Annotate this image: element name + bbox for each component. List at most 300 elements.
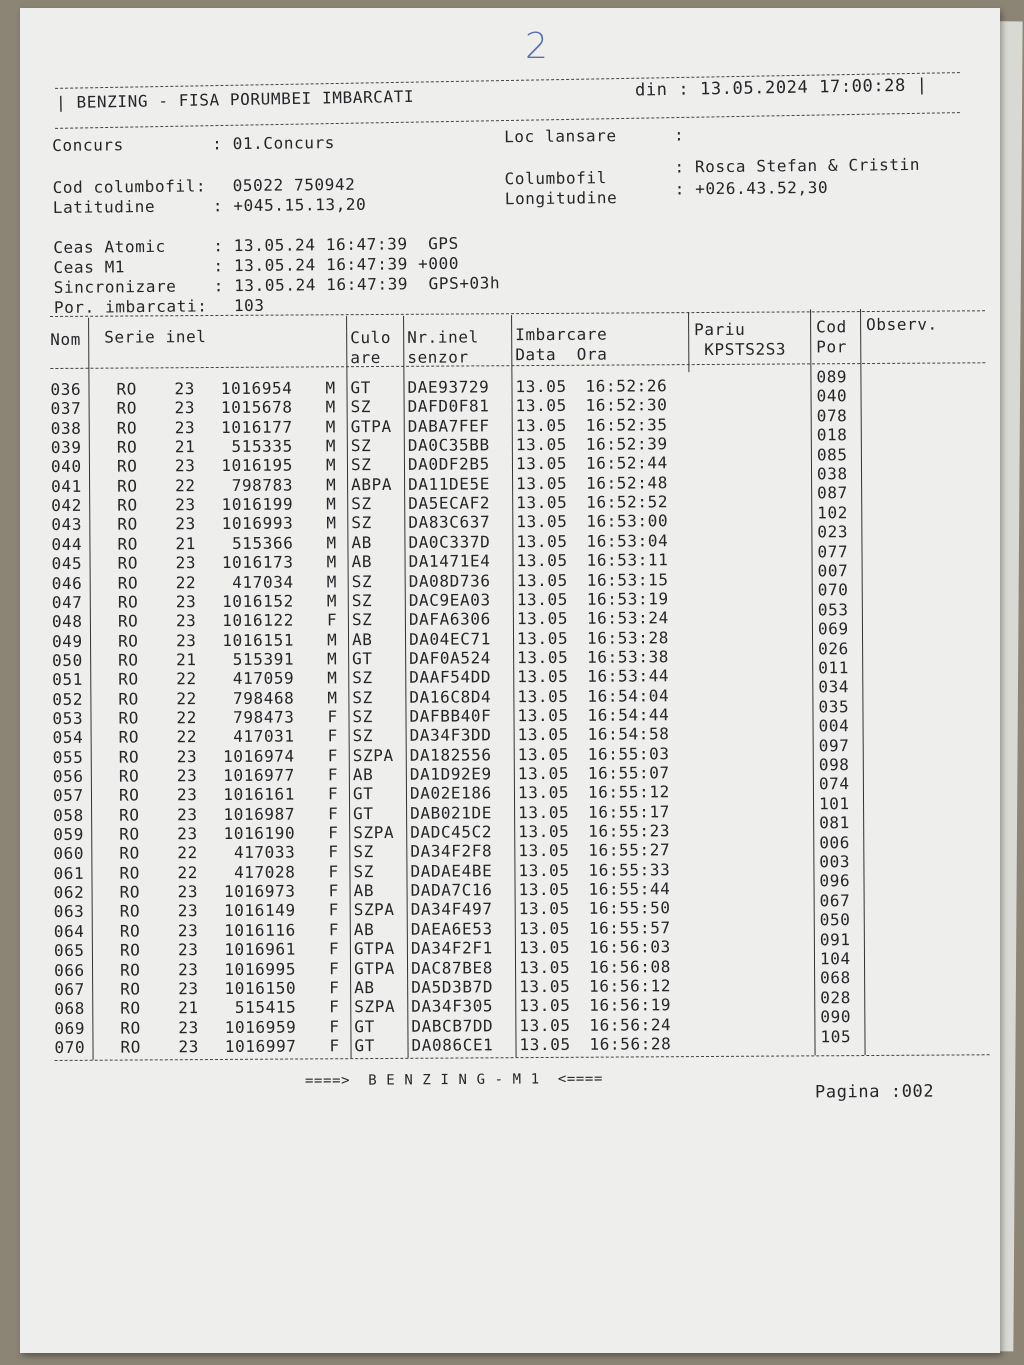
cell-tara: RO (117, 476, 138, 496)
sincronizare-value: : 13.05.24 16:47:39 GPS+03h (213, 273, 501, 296)
cell-nr: 1016977 (223, 765, 295, 785)
cell-sex: F (326, 610, 338, 630)
cell-cod: 091 (819, 929, 851, 949)
cell-cod: 028 (820, 987, 851, 1008)
cell-senzor: DA34F2F8 (410, 841, 493, 862)
cell-data: 13.05 (516, 550, 568, 571)
cell-senzor: DA0C337D (408, 532, 491, 552)
cell-cod: 040 (816, 386, 848, 406)
table-top-rule (50, 310, 985, 317)
cell-tara: RO (117, 534, 138, 554)
cell-an: 21 (178, 998, 199, 1018)
cell-nr: 1015678 (220, 397, 293, 418)
cell-an: 23 (177, 804, 198, 824)
cell-nr: 1016116 (224, 920, 296, 940)
cell-tara: RO (118, 747, 140, 767)
porumbei-imbarcati-value: 103 (233, 295, 265, 316)
cell-tara: RO (118, 689, 139, 709)
cell-nr: 1016973 (223, 881, 296, 902)
cell-cod: 069 (817, 619, 849, 639)
cell-data: 13.05 (517, 763, 570, 784)
cell-tara: RO (117, 553, 139, 573)
cell-nom: 038 (50, 418, 82, 438)
cell-ora: 16:53:04 (586, 531, 669, 551)
cell-cod: 050 (819, 910, 851, 930)
cell-data: 13.05 (519, 1034, 571, 1055)
ceas-atomic-value: : 13.05.24 16:47:39 GPS (213, 233, 459, 256)
loc-lansare-value: : (674, 125, 685, 145)
cell-culoare: SZ (352, 706, 374, 727)
col-nr-inel-1: Nr.inel (407, 327, 479, 347)
cell-nr: 1016161 (223, 784, 296, 805)
cell-tara: RO (117, 611, 139, 631)
cell-culoare: AB (351, 532, 372, 552)
cell-nom: 045 (51, 553, 83, 574)
cell-ora: 16:54:58 (587, 724, 670, 745)
cod-columbofil-value: 05022 750942 (232, 174, 356, 196)
cell-senzor: DAFD0F81 (407, 396, 490, 417)
cell-nom: 046 (51, 573, 83, 593)
cell-senzor: DA11DE5E (408, 474, 491, 494)
cell-ora: 16:55:17 (588, 801, 671, 822)
cell-nr: 515366 (231, 533, 294, 553)
cell-tara: RO (119, 901, 141, 922)
cell-an: 23 (174, 398, 196, 418)
cell-sex: M (327, 687, 338, 707)
cell-culoare: SZ (351, 610, 373, 630)
cell-senzor: DAC9EA03 (408, 590, 491, 610)
cell-ora: 16:55:07 (587, 763, 670, 783)
cell-data: 13.05 (517, 647, 569, 668)
cell-an: 23 (175, 514, 196, 534)
cell-an: 23 (177, 940, 199, 960)
col-nom: Nom (50, 329, 81, 349)
columbofil-label: Columbofil (504, 168, 607, 189)
cell-senzor: DABA7FEF (407, 416, 490, 436)
cell-an: 23 (175, 630, 197, 650)
cell-data: 13.05 (516, 609, 569, 629)
cell-senzor: DA1D92E9 (409, 764, 492, 784)
cell-nr: 417028 (233, 862, 296, 882)
cell-data: 13.05 (516, 473, 568, 493)
table-body (50, 367, 985, 1057)
cell-senzor: DA182556 (409, 744, 492, 765)
cell-data: 13.05 (516, 512, 568, 532)
cell-ora: 16:53:19 (586, 589, 669, 609)
cell-tara: RO (117, 572, 139, 593)
cell-tara: RO (119, 882, 141, 902)
cell-senzor: DAC87BE8 (410, 957, 493, 978)
cell-an: 22 (176, 708, 198, 728)
cell-tara: RO (119, 959, 141, 980)
cell-data: 13.05 (518, 879, 570, 900)
cell-nr: 1016974 (223, 746, 295, 766)
cell-ora: 16:55:50 (588, 898, 671, 919)
cell-nom: 041 (51, 476, 82, 496)
cell-ora: 16:55:27 (588, 840, 671, 861)
cell-sex: F (327, 765, 339, 785)
cell-tara: RO (120, 1018, 141, 1038)
cell-senzor: DA08D736 (408, 570, 491, 591)
cell-data: 13.05 (517, 725, 569, 745)
cell-an: 22 (177, 862, 198, 882)
cell-nr: 1016959 (224, 1017, 297, 1037)
cell-sex: F (328, 900, 339, 920)
col-cod-por-1: Cod (816, 317, 847, 337)
longitudine-label: Longitudine (504, 188, 618, 209)
cell-an: 22 (175, 572, 197, 592)
cell-culoare: SZ (353, 861, 374, 881)
cell-ora: 16:52:39 (585, 434, 668, 454)
cell-cod: 105 (820, 1026, 852, 1046)
cell-sex: M (325, 455, 337, 475)
cell-culoare: GT (353, 803, 374, 823)
cell-senzor: DA0DF2B5 (407, 454, 490, 475)
cell-tara: RO (119, 824, 140, 844)
cell-senzor: DAEA6E53 (410, 919, 493, 939)
cell-an: 23 (175, 591, 197, 612)
cell-nr: 1016993 (221, 513, 294, 534)
cell-an: 23 (175, 553, 197, 573)
cell-tara: RO (118, 650, 139, 670)
cell-ora: 16:56:12 (589, 976, 672, 996)
cell-data: 13.05 (516, 628, 569, 648)
cell-an: 23 (175, 495, 196, 515)
cell-data: 13.05 (518, 957, 571, 977)
cell-sex: M (325, 378, 336, 398)
cell-an: 23 (178, 978, 199, 999)
cell-sex: F (329, 997, 340, 1017)
cell-data: 13.05 (519, 996, 571, 1016)
cell-nom: 066 (53, 960, 85, 980)
cell-an: 23 (177, 959, 199, 979)
cell-cod: 070 (817, 580, 849, 600)
cell-nr: 1016195 (221, 455, 294, 476)
cell-cod: 090 (820, 1007, 852, 1027)
cell-nom: 060 (53, 844, 85, 864)
cell-ora: 16:56:19 (589, 995, 672, 1015)
cell-ora: 16:53:00 (586, 511, 669, 532)
report-title: | BENZING - FISA PORUMBEI IMBARCATI (55, 86, 415, 113)
cell-sex: M (325, 436, 337, 456)
cell-nr: 1016150 (224, 978, 297, 998)
cell-cod: 004 (818, 716, 850, 736)
col-observatii: Observ. (866, 314, 938, 335)
cell-tara: RO (120, 998, 141, 1018)
divider-imbarcare (688, 312, 689, 372)
cell-data: 13.05 (515, 454, 568, 474)
cell-nom: 037 (50, 399, 82, 419)
cell-an: 23 (176, 746, 198, 766)
cell-cod: 018 (816, 425, 848, 445)
cell-sex: F (328, 939, 340, 959)
cell-nr: 798473 (233, 707, 295, 727)
cell-senzor: DA5D3B7D (411, 977, 494, 997)
cell-culoare: SZ (351, 590, 373, 611)
sincronizare-label: Sincronizare (53, 276, 177, 297)
cell-cod: 035 (818, 696, 850, 717)
cell-nom: 061 (53, 863, 85, 883)
cell-tara: RO (118, 785, 140, 805)
cell-nr: 515335 (231, 436, 293, 456)
cell-senzor: DAFBB40F (409, 706, 492, 726)
cell-culoare: AB (351, 552, 373, 572)
cell-nom: 044 (51, 534, 83, 554)
cell-senzor: DAE93729 (407, 377, 490, 397)
cell-senzor: DADA7C16 (410, 880, 493, 900)
cell-nom: 067 (54, 979, 85, 999)
cell-senzor: DA1471E4 (408, 551, 491, 571)
cell-tara: RO (118, 669, 139, 689)
document-page (20, 8, 1000, 1353)
cell-sex: F (327, 784, 339, 804)
cell-cod: 097 (818, 735, 850, 755)
cell-senzor: DAAF54DD (409, 667, 492, 688)
cell-ora: 16:53:15 (586, 569, 669, 590)
cell-ora: 16:55:23 (588, 821, 671, 841)
cell-nr: 417059 (232, 668, 295, 689)
cell-nr: 798468 (232, 688, 295, 708)
cell-culoare: SZ (350, 397, 372, 417)
cell-an: 23 (177, 920, 199, 941)
cell-cod: 087 (817, 483, 848, 503)
concurs-label: Concurs (52, 135, 124, 155)
cell-ora: 16:53:44 (587, 666, 670, 686)
cell-nr: 1016177 (221, 417, 293, 437)
col-culoare-1: Culo (350, 327, 392, 348)
cell-ora: 16:56:24 (589, 1014, 672, 1035)
cell-senzor: DA086CE1 (411, 1035, 494, 1055)
cell-sex: F (328, 803, 339, 823)
cell-nr: 1016152 (222, 591, 294, 611)
cell-data: 13.05 (518, 821, 570, 842)
cell-cod: 096 (819, 871, 851, 891)
latitudine-value: : +045.15.13,20 (212, 194, 367, 216)
cell-culoare: SZ (353, 842, 374, 862)
cell-culoare: AB (351, 629, 373, 649)
cell-nom: 047 (51, 592, 83, 612)
cell-nom: 070 (54, 1037, 86, 1057)
cell-nr: 417034 (232, 572, 294, 592)
cell-an: 23 (174, 379, 196, 399)
cell-nom: 059 (53, 824, 84, 845)
cell-senzor: DA83C637 (408, 512, 491, 533)
cell-cod: 026 (818, 638, 849, 658)
cell-an: 23 (176, 766, 198, 786)
cell-tara: RO (119, 921, 141, 941)
col-pariu-2: KPSTS2S3 (704, 339, 787, 360)
col-imbarcare-2: Data Ora (515, 344, 608, 365)
cell-tara: RO (117, 495, 138, 515)
cell-an: 23 (177, 824, 198, 844)
cell-data: 13.05 (515, 434, 568, 455)
cell-data: 13.05 (518, 918, 571, 938)
cell-cod: 053 (817, 599, 849, 620)
cell-cod: 077 (817, 541, 849, 561)
cell-nom: 056 (52, 766, 84, 786)
col-imbarcare-1: Imbarcare (515, 324, 608, 345)
cell-data: 13.05 (518, 937, 571, 958)
cell-sex: F (327, 726, 338, 746)
cell-nr: 798783 (231, 475, 294, 495)
cell-sex: M (327, 668, 338, 688)
cell-sex: F (328, 861, 339, 882)
cell-culoare: SZ (351, 494, 372, 514)
cell-ora: 16:52:35 (585, 414, 668, 435)
col-nr-inel-2: senzor (407, 347, 469, 367)
cell-sex: M (326, 591, 338, 611)
cell-senzor: DA16C8D4 (409, 686, 492, 707)
cell-tara: RO (118, 708, 140, 728)
cell-cod: 081 (819, 813, 850, 833)
cell-sex: M (325, 416, 337, 437)
cell-nom: 058 (53, 805, 84, 825)
cell-ora: 16:53:24 (586, 608, 669, 628)
cell-ora: 16:56:03 (588, 937, 671, 957)
ceas-m1-label: Ceas M1 (53, 257, 126, 277)
cell-data: 13.05 (518, 899, 570, 919)
cell-cod: 102 (817, 502, 849, 523)
cell-ora: 16:55:33 (588, 859, 671, 880)
cell-ora: 16:52:26 (585, 376, 668, 396)
cell-an: 23 (174, 417, 196, 437)
cell-cod: 089 (816, 367, 848, 387)
cell-data: 13.05 (517, 667, 569, 687)
cell-nom: 051 (52, 670, 84, 690)
cell-an: 22 (176, 727, 198, 747)
cell-nr: 515415 (234, 997, 297, 1018)
cell-nom: 049 (51, 631, 83, 651)
cell-cod: 023 (817, 522, 849, 542)
cell-senzor: DAFA6306 (408, 609, 491, 630)
cell-ora: 16:55:03 (587, 743, 670, 764)
cell-ora: 16:55:57 (588, 918, 671, 938)
cell-senzor: DA34F2F1 (410, 938, 493, 958)
cell-senzor: DADC45C2 (410, 822, 493, 842)
cell-nom: 057 (52, 786, 84, 806)
cod-columbofil-label: Cod columbofil: (52, 176, 207, 197)
cell-senzor: DAF0A524 (409, 648, 492, 668)
cell-nr: 1016151 (222, 630, 295, 650)
columbofil-value: : Rosca Stefan & Cristin (674, 154, 921, 177)
cell-sex: M (326, 629, 338, 649)
cell-an: 22 (176, 688, 197, 708)
cell-sex: F (328, 842, 339, 862)
cell-an: 23 (178, 1036, 200, 1057)
cell-an: 23 (174, 456, 196, 476)
cell-ora: 16:52:52 (586, 492, 669, 512)
cell-culoare: SZPA (352, 745, 394, 765)
cell-ora: 16:54:04 (587, 685, 670, 706)
cell-senzor: DA34F497 (410, 899, 493, 920)
cell-nr: 1016987 (223, 804, 296, 824)
cell-tara: RO (120, 979, 141, 999)
cell-data: 13.05 (515, 415, 567, 435)
cell-ora: 16:54:44 (587, 705, 670, 725)
cell-culoare: GT (354, 1016, 375, 1036)
ceas-atomic-label: Ceas Atomic (53, 236, 166, 257)
cell-senzor: DABCB7DD (411, 1015, 494, 1036)
cell-an: 21 (175, 533, 196, 554)
cell-data: 13.05 (516, 492, 568, 513)
cell-tara: RO (120, 1037, 142, 1057)
cell-cod: 038 (816, 464, 848, 484)
cell-nr: 1016149 (223, 900, 296, 921)
cell-cod: 003 (819, 852, 851, 872)
cell-ora: 16:53:38 (587, 647, 670, 667)
cell-nr: 515391 (232, 649, 295, 669)
cell-culoare: GT (352, 784, 374, 804)
cell-culoare: SZ (350, 455, 372, 475)
cell-nom: 068 (54, 998, 86, 1019)
cell-sex: F (329, 1016, 340, 1036)
cell-sex: F (327, 745, 339, 765)
cell-nr: 1016995 (224, 959, 297, 979)
cell-ora: 16:56:08 (588, 956, 671, 977)
cell-nom: 053 (52, 708, 84, 728)
cell-nr: 417033 (233, 842, 296, 863)
cell-tara: RO (116, 418, 138, 438)
cell-senzor: DA02E186 (409, 783, 492, 804)
cell-nom: 063 (53, 902, 85, 922)
cell-nr: 1016997 (224, 1036, 297, 1056)
cell-culoare: SZPA (353, 900, 395, 920)
info-block (52, 116, 984, 316)
cell-nom: 036 (50, 379, 82, 399)
cell-data: 13.05 (518, 860, 570, 880)
cell-culoare: GTPA (353, 939, 395, 959)
cell-data: 13.05 (516, 589, 569, 609)
cell-an: 23 (178, 1017, 199, 1037)
cell-nom: 055 (52, 747, 84, 767)
cell-culoare: SZ (352, 726, 374, 746)
cell-sex: F (328, 920, 340, 940)
cell-an: 21 (176, 650, 197, 670)
page-number: Pagina :002 (814, 1081, 935, 1103)
cell-tara: RO (117, 592, 139, 612)
col-serie-inel: Serie inel (104, 327, 207, 347)
cell-tara: RO (119, 805, 140, 825)
col-pariu-1: Pariu (694, 319, 746, 340)
cell-sex: F (327, 707, 338, 727)
cell-culoare: GT (350, 378, 372, 398)
cell-cod: 034 (818, 677, 850, 697)
cell-cod: 098 (818, 755, 850, 775)
cell-culoare: SZ (352, 668, 373, 688)
cell-culoare: AB (353, 881, 375, 901)
cell-nom: 039 (50, 437, 82, 458)
cell-cod: 011 (818, 658, 849, 678)
cell-nom: 065 (53, 940, 85, 961)
cell-ora: 16:52:30 (585, 395, 668, 416)
porumbei-imbarcati-label: Por. imbarcati: (53, 296, 208, 317)
cell-data: 13.05 (519, 1015, 571, 1035)
cell-culoare: AB (352, 765, 374, 785)
cell-an: 23 (177, 901, 199, 921)
cell-an: 22 (176, 669, 197, 689)
cell-data: 13.05 (516, 570, 568, 590)
cell-sex: F (328, 881, 339, 901)
cell-culoare: AB (353, 919, 375, 939)
cell-data: 13.05 (518, 802, 570, 822)
cell-cod: 078 (816, 405, 848, 426)
cell-sex: M (326, 533, 337, 553)
cell-nr: 1016122 (222, 610, 294, 631)
cell-data: 13.05 (517, 705, 569, 726)
cell-ora: 16:55:44 (588, 879, 671, 899)
cell-an: 23 (177, 882, 199, 902)
cell-data: 13.05 (515, 376, 567, 397)
